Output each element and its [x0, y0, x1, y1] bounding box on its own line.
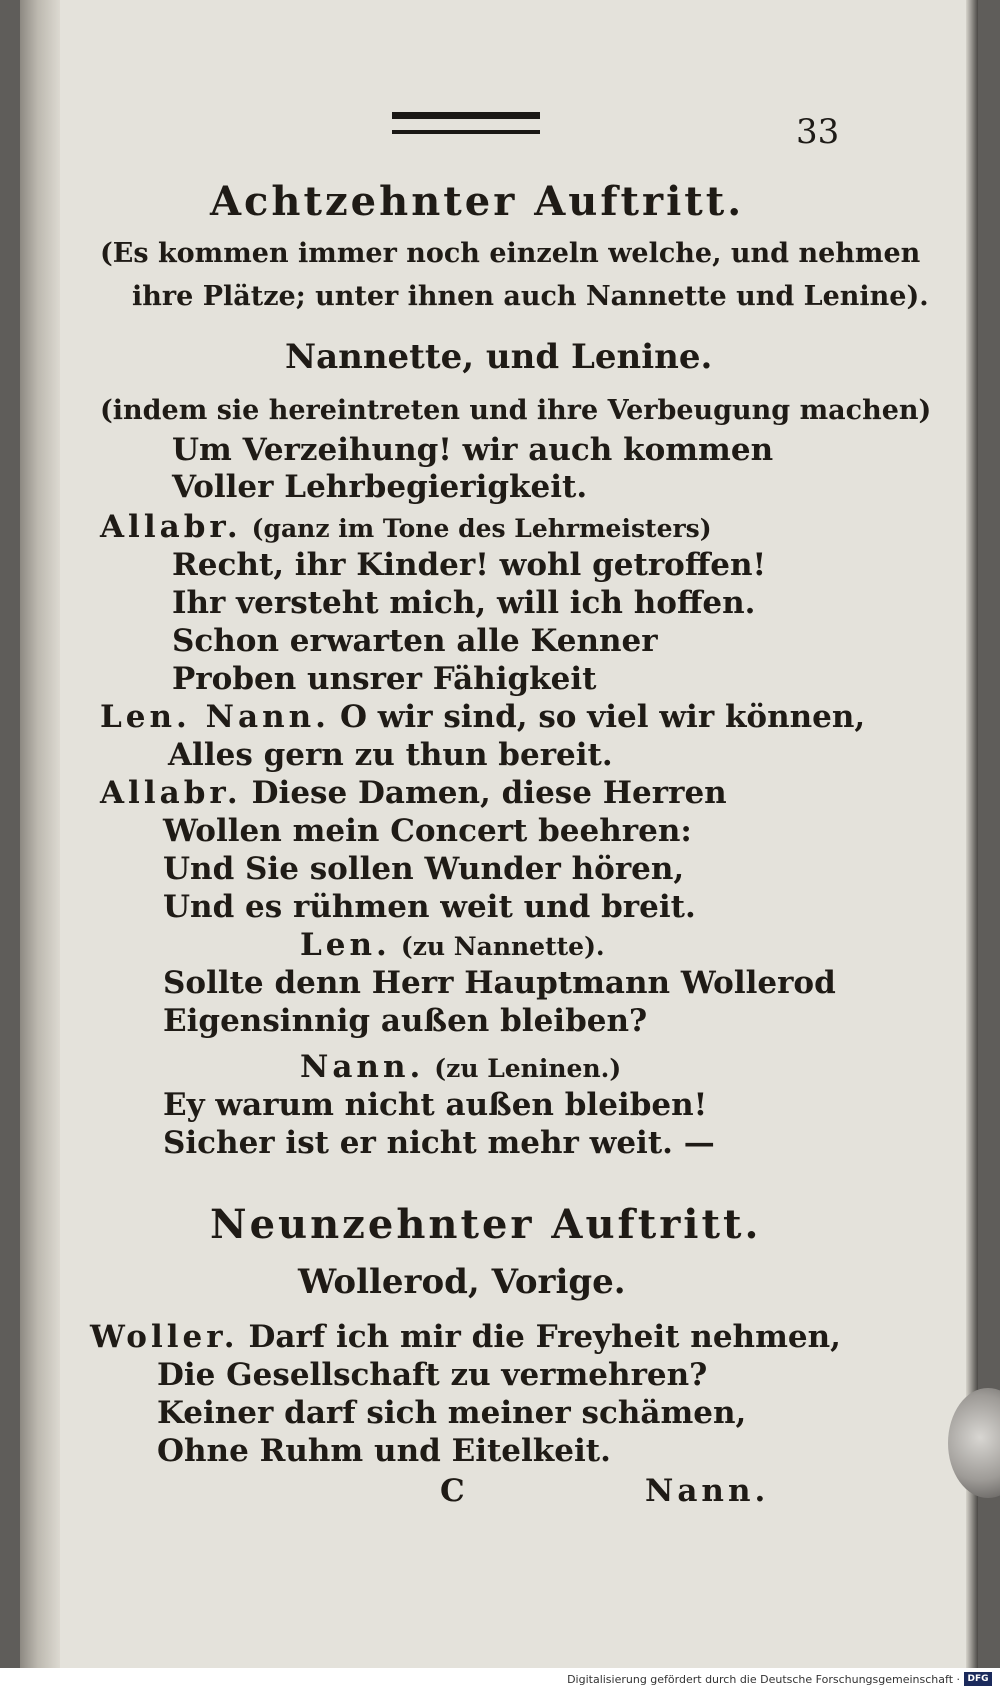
verse-line: Und Sie sollen Wunder hören, — [163, 851, 685, 887]
verse-text: Diese Damen, diese Herren — [251, 775, 727, 811]
verse-line: Sollte denn Herr Hauptmann Wollerod — [163, 965, 836, 1001]
verse-text: Darf ich mir die Freyheit nehmen, — [248, 1319, 841, 1355]
scene-heading: Achtzehnter Auftritt. — [210, 178, 745, 225]
speaker-direction: (zu Nannette). — [400, 932, 605, 961]
verse-line — [100, 699, 866, 735]
speaker: Nann. — [300, 1049, 425, 1085]
verse-line: Voller Lehrbegierigkeit. — [172, 469, 588, 505]
speaker: Len. — [300, 927, 391, 963]
book-page — [20, 0, 978, 1668]
verse-line: Wollen mein Concert beehren: — [163, 813, 692, 849]
scene-heading: Neunzehnter Auftritt. — [210, 1201, 762, 1248]
stage-direction: (indem sie hereintreten und ihre Verbeugung machen) — [100, 395, 932, 426]
speaker-direction: (ganz im Tone des Lehrmeisters) — [251, 514, 712, 543]
speaker: Allabr. — [100, 775, 242, 811]
verse-line: Ihr versteht mich, will ich hoffen. — [172, 585, 756, 621]
verse-line: Sicher ist er nicht mehr weit. — — [163, 1125, 715, 1161]
verse-line: Alles gern zu thun bereit. — [168, 737, 613, 773]
character-list: Nannette, und Lenine. — [285, 337, 713, 377]
verse-line — [300, 1049, 622, 1085]
verse-line: Eigensinnig außen bleiben? — [163, 1003, 648, 1039]
page-gutter — [20, 0, 60, 1668]
verse-line: Keiner darf sich meiner schämen, — [157, 1395, 747, 1431]
verse-line: Und es rühmen weit und breit. — [163, 889, 696, 925]
stage-direction: (Es kommen immer noch einzeln welche, und nehmen — [100, 238, 921, 269]
speaker-direction: (zu Leninen.) — [434, 1054, 622, 1083]
ornament-rule — [392, 112, 540, 119]
ornament-rule-thin — [392, 130, 540, 134]
character-list: Wollerod, Vorige. — [298, 1262, 626, 1302]
stage-direction: ihre Plätze; unter ihnen auch Nannette und Lenine). — [132, 281, 929, 312]
catchword: Nann. — [645, 1473, 770, 1509]
verse-line — [100, 509, 712, 545]
verse-line: Recht, ihr Kinder! wohl getroffen! — [172, 547, 767, 583]
dfg-logo-icon: DFG — [964, 1672, 992, 1686]
speaker: Allabr. — [100, 509, 242, 545]
verse-line: Die Gesellschaft zu vermehren? — [157, 1357, 708, 1393]
speaker: Len. Nann. — [100, 699, 330, 735]
signature-mark: C — [440, 1473, 465, 1509]
speaker: Woller. — [90, 1319, 239, 1355]
footer-bar — [0, 1668, 1000, 1692]
verse-line: Um Verzeihung! wir auch kommen — [172, 432, 774, 468]
verse-line — [90, 1319, 841, 1355]
verse-line: Schon erwarten alle Kenner — [172, 623, 658, 659]
verse-text: O wir sind, so viel wir können, — [339, 699, 866, 735]
verse-line: Proben unsrer Fähigkeit — [172, 661, 597, 697]
verse-line — [100, 775, 727, 811]
footer-credit: Digitalisierung gefördert durch die Deutsche Forschungsgemeinschaft · — [567, 1673, 960, 1686]
page-number: 33 — [796, 112, 840, 152]
verse-line: Ey warum nicht außen bleiben! — [163, 1087, 708, 1123]
verse-line: Ohne Ruhm und Eitelkeit. — [157, 1433, 611, 1469]
verse-line — [300, 927, 605, 963]
